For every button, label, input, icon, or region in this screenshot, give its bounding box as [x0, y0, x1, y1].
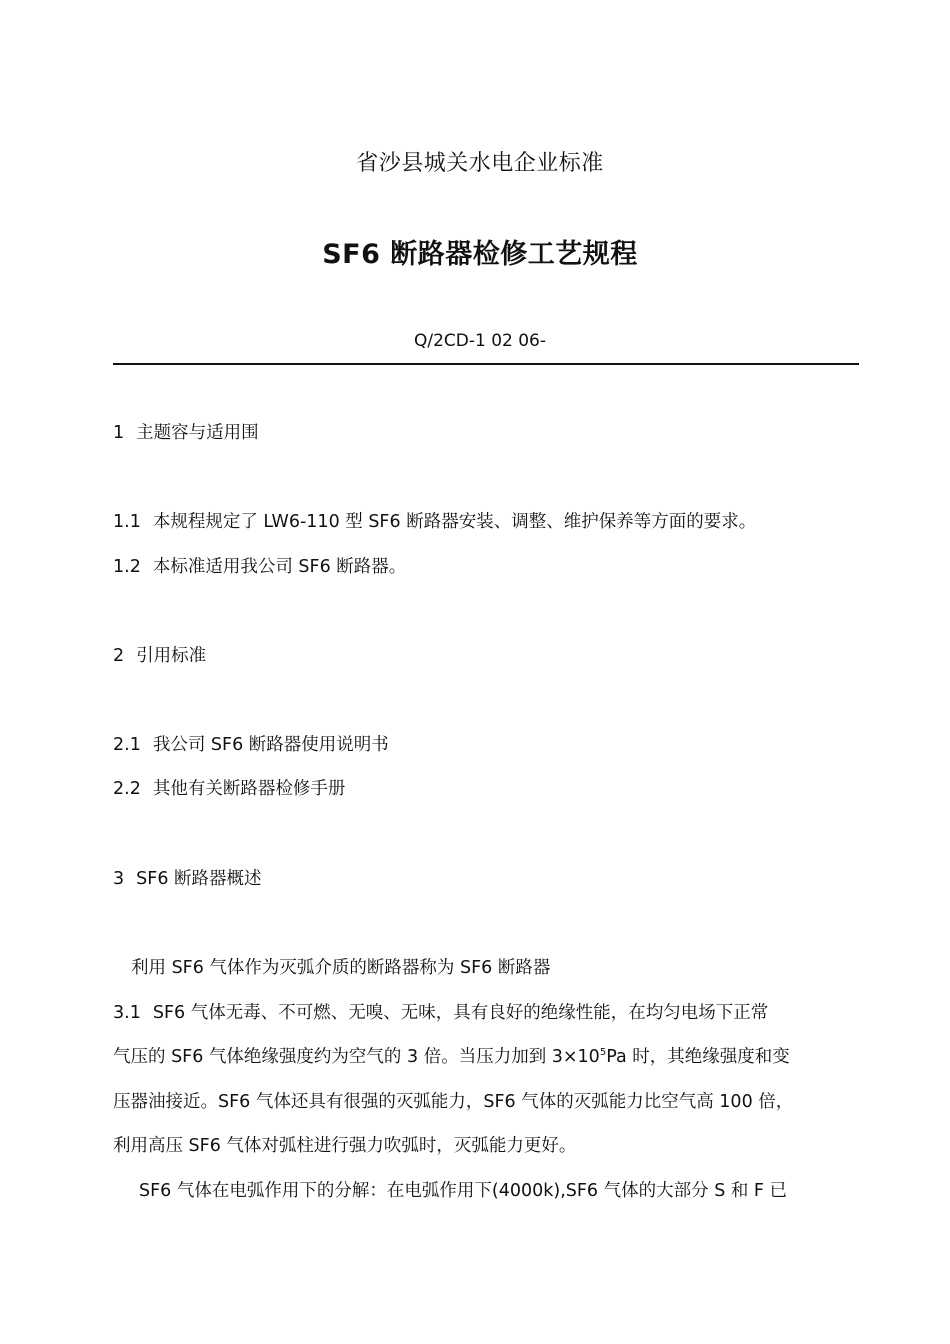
clause-3-1-line-1	[113, 1001, 768, 1025]
clause-text: 本标准适用我公司 SF6 断路器。	[152, 557, 407, 577]
clause-1-2	[113, 555, 406, 579]
document-code: Q/2CD-1 02 06-	[413, 331, 547, 351]
clause-number: 1.1	[113, 512, 141, 532]
section-2-heading	[113, 644, 206, 668]
clause-2-2	[113, 777, 345, 801]
section-3-heading	[113, 867, 262, 891]
document-title: SF6 断路器检修工艺规程	[322, 239, 638, 270]
clause-number: 2.2	[113, 779, 141, 799]
section-number: 3	[113, 869, 125, 889]
clause-number: 3.1	[113, 1003, 141, 1023]
decomposition-paragraph: SF6 气体在电弧作用下的分解：在电弧作用下(4000k),SF6 气体的大部分 S 和 F 已	[139, 1181, 788, 1201]
clause-3-1-line-2	[113, 1045, 790, 1069]
section-title: 主题容与适用围	[136, 423, 259, 443]
clause-number: 2.1	[113, 735, 141, 755]
clause-3-1-line-4: 利用高压 SF6 气体对弧柱进行强力吹弧时，灭弧能力更好。	[113, 1136, 577, 1156]
section-3-intro: 利用 SF6 气体作为灭弧介质的断路器称为 SF6 断路器	[131, 958, 551, 978]
section-number: 2	[113, 646, 125, 666]
header-rule	[113, 363, 859, 365]
section-number: 1	[113, 423, 125, 443]
clause-text-part: 气压的 SF6 气体绝缘强度约为空气的 3 倍。当压力加到 3×10	[113, 1047, 600, 1067]
organization-title: 省沙县城关水电企业标准	[356, 151, 604, 176]
clause-text-part: Pa 时，其绝缘强度和变	[606, 1047, 790, 1067]
clause-1-1	[113, 510, 756, 534]
clause-number: 1.2	[113, 557, 141, 577]
section-title: SF6 断路器概述	[136, 869, 262, 889]
clause-text: SF6 气体无毒、不可燃、无嗅、无味，具有良好的绝缘性能，在均匀电场下正常	[152, 1003, 769, 1023]
section-1-heading	[113, 421, 259, 445]
section-title: 引用标准	[136, 646, 207, 666]
clause-2-1	[113, 733, 389, 757]
clause-3-1-line-3: 压器油接近。SF6 气体还具有很强的灭弧能力，SF6 气体的灭弧能力比空气高 100 倍，	[113, 1092, 794, 1112]
clause-text: 其他有关断路器检修手册	[152, 779, 346, 799]
clause-text: 我公司 SF6 断路器使用说明书	[152, 735, 389, 755]
exponent: 5	[599, 1047, 607, 1058]
clause-text: 本规程规定了 LW6-110 型 SF6 断路器安装、调整、维护保养等方面的要求。	[152, 512, 757, 532]
